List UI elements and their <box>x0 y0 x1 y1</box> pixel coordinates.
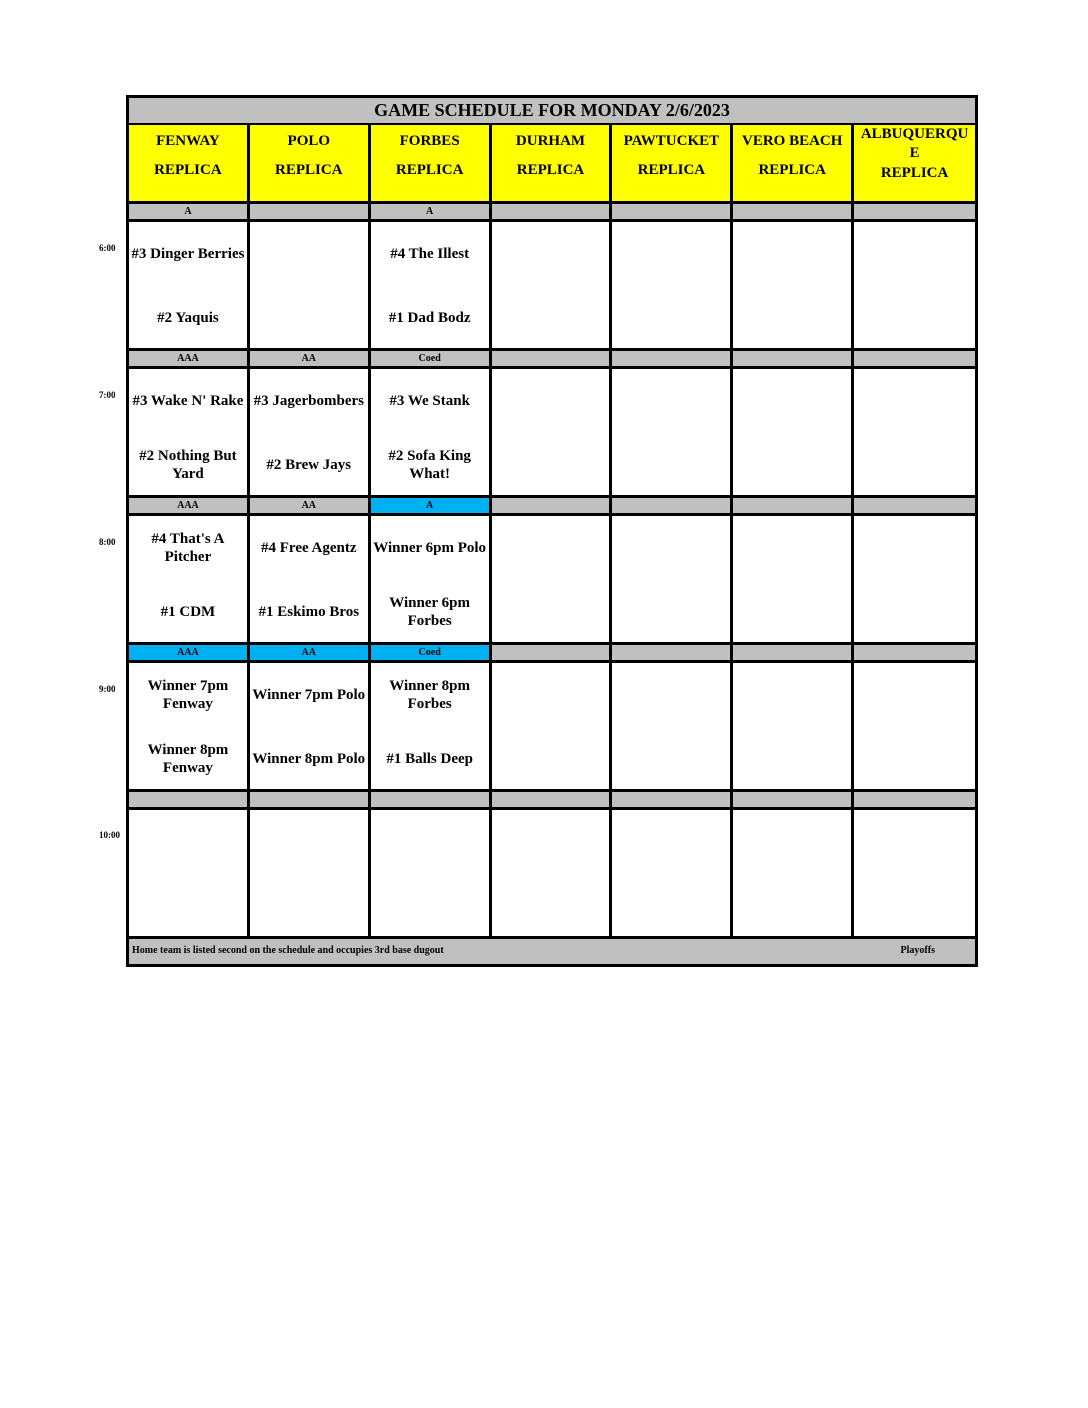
division-label: A <box>371 204 492 219</box>
away-team: #4 The Illest <box>390 246 470 262</box>
away-team <box>733 377 851 425</box>
footer-label: Playoffs <box>900 945 935 956</box>
field-header-albuquerque <box>854 125 975 201</box>
division-label <box>492 498 613 513</box>
home-team: #2 Brew Jays <box>266 457 352 473</box>
division-label: Coed <box>371 351 492 366</box>
home-team <box>854 294 975 342</box>
division-label <box>250 792 371 807</box>
home-team: #2 Nothing But Yard <box>139 448 237 482</box>
home-team <box>492 441 610 489</box>
division-label <box>854 645 975 660</box>
home-team <box>854 735 975 783</box>
home-team <box>371 882 489 930</box>
away-team: #3 Dinger Berries <box>131 246 245 262</box>
division-label <box>612 792 733 807</box>
home-team <box>492 882 610 930</box>
time-slots <box>129 201 975 936</box>
home-team: #1 Eskimo Bros <box>258 604 360 620</box>
home-team <box>612 882 730 930</box>
time-label: 8:00 <box>99 537 116 547</box>
home-team: #1 CDM <box>160 604 216 620</box>
away-team <box>492 671 610 719</box>
away-team <box>854 230 975 278</box>
away-team <box>854 377 975 425</box>
away-team: #3 Jagerbombers <box>253 393 364 409</box>
division-label <box>733 645 854 660</box>
away-team <box>733 524 851 572</box>
field-sub: REPLICA <box>516 162 585 178</box>
game-cell <box>492 516 613 642</box>
away-team: #3 Wake N' Rake <box>132 393 244 409</box>
field-name: VERO BEACH <box>742 133 843 149</box>
division-label <box>492 351 613 366</box>
game-cell <box>854 663 975 789</box>
division-label <box>612 351 733 366</box>
game-cell <box>854 369 975 495</box>
time-label: 7:00 <box>99 390 116 400</box>
division-label <box>733 351 854 366</box>
time-label: 6:00 <box>99 243 116 253</box>
game-cell <box>129 516 250 642</box>
game-cell <box>129 810 250 936</box>
game-cell <box>612 369 733 495</box>
home-team <box>854 882 975 930</box>
home-team: #2 Sofa King What! <box>388 448 471 482</box>
game-cell <box>129 663 250 789</box>
game-cell <box>250 369 371 495</box>
game-cell <box>854 222 975 348</box>
away-team: Winner 6pm Polo <box>373 540 487 556</box>
home-team <box>492 294 610 342</box>
away-team <box>129 818 247 866</box>
division-label <box>250 204 371 219</box>
home-team <box>733 735 851 783</box>
away-team <box>492 230 610 278</box>
field-name: PAWTUCKET <box>623 133 720 149</box>
division-label: Coed <box>371 645 492 660</box>
away-team <box>733 818 851 866</box>
home-team <box>854 441 975 489</box>
division-label: A <box>129 204 250 219</box>
away-team <box>492 818 610 866</box>
away-team <box>250 818 368 866</box>
division-label <box>612 498 733 513</box>
field-sub: REPLICA <box>758 162 826 178</box>
division-label <box>733 498 854 513</box>
away-team <box>612 230 730 278</box>
home-team <box>733 588 851 636</box>
away-team <box>612 524 730 572</box>
away-team <box>612 671 730 719</box>
division-row <box>129 789 975 810</box>
division-label: AA <box>250 351 371 366</box>
field-header-durham <box>492 125 613 201</box>
field-sub: REPLICA <box>880 165 949 181</box>
division-label <box>733 792 854 807</box>
away-team: #4 Free Agentz <box>261 540 357 556</box>
game-cell <box>250 222 371 348</box>
division-label: A <box>371 498 492 513</box>
division-label <box>854 351 975 366</box>
home-team <box>854 588 975 636</box>
field-sub: REPLICA <box>395 162 464 178</box>
away-team <box>250 230 368 278</box>
field-name: FORBES <box>399 133 460 149</box>
division-label: AAA <box>129 645 250 660</box>
home-team <box>733 882 851 930</box>
division-label <box>492 204 613 219</box>
time-label: 10:00 <box>99 830 120 840</box>
division-label <box>612 645 733 660</box>
field-header-row <box>129 125 975 201</box>
time-slot-row <box>129 810 975 936</box>
game-cell <box>492 222 613 348</box>
game-cell <box>371 810 492 936</box>
field-header-fenway <box>129 125 250 201</box>
division-label: AAA <box>129 351 250 366</box>
away-team <box>854 524 975 572</box>
game-cell <box>612 810 733 936</box>
footer-note: Home team is listed second on the schedule and occupies 3rd base dugout <box>132 945 444 956</box>
time-slot-row <box>129 222 975 348</box>
division-label: AA <box>250 498 371 513</box>
home-team: Winner 8pm Fenway <box>147 742 229 776</box>
home-team <box>612 294 730 342</box>
field-sub: REPLICA <box>275 162 343 178</box>
time-label: 9:00 <box>99 684 116 694</box>
away-team <box>854 818 975 866</box>
time-slot-row <box>129 369 975 495</box>
game-cell <box>492 810 613 936</box>
game-cell <box>492 369 613 495</box>
game-cell <box>129 222 250 348</box>
field-name: POLO <box>287 133 331 149</box>
game-cell <box>733 222 854 348</box>
field-header-vero-beach <box>733 125 854 201</box>
away-team: Winner 7pm Fenway <box>147 678 229 712</box>
home-team <box>250 882 368 930</box>
division-row <box>129 495 975 516</box>
schedule-table <box>126 95 978 967</box>
division-label: AAA <box>129 498 250 513</box>
home-team <box>733 294 851 342</box>
division-row <box>129 642 975 663</box>
division-label <box>854 204 975 219</box>
home-team <box>492 735 610 783</box>
game-cell <box>371 516 492 642</box>
away-team <box>371 818 489 866</box>
game-cell <box>854 516 975 642</box>
field-name: FENWAY <box>156 133 220 149</box>
away-team <box>612 377 730 425</box>
game-cell <box>733 369 854 495</box>
game-cell <box>371 369 492 495</box>
home-team: Winner 6pm Forbes <box>389 595 470 629</box>
division-label <box>854 498 975 513</box>
away-team: #3 We Stank <box>389 393 470 409</box>
division-label <box>492 645 613 660</box>
field-name: DURHAM <box>515 133 586 149</box>
away-team <box>612 818 730 866</box>
game-cell <box>129 369 250 495</box>
time-slot-row <box>129 516 975 642</box>
home-team: #1 Dad Bodz <box>388 310 471 326</box>
game-cell <box>733 663 854 789</box>
home-team <box>733 441 851 489</box>
away-team: Winner 7pm Polo <box>252 687 366 703</box>
field-header-forbes <box>371 125 492 201</box>
game-cell <box>371 222 492 348</box>
away-team <box>492 377 610 425</box>
game-cell <box>854 810 975 936</box>
division-label <box>733 204 854 219</box>
game-cell <box>733 516 854 642</box>
division-label <box>129 792 250 807</box>
away-team <box>733 671 851 719</box>
schedule-title: GAME SCHEDULE FOR MONDAY 2/6/2023 <box>129 98 975 125</box>
time-slot-row <box>129 663 975 789</box>
division-row <box>129 201 975 222</box>
game-cell <box>612 663 733 789</box>
division-row <box>129 348 975 369</box>
away-team: Winner 8pm Forbes <box>389 678 470 712</box>
field-sub: REPLICA <box>154 162 222 178</box>
home-team: #2 Yaquis <box>157 310 219 326</box>
game-cell <box>733 810 854 936</box>
game-cell <box>612 516 733 642</box>
game-cell <box>492 663 613 789</box>
away-team <box>492 524 610 572</box>
division-label: AA <box>250 645 371 660</box>
field-sub: REPLICA <box>637 162 706 178</box>
division-label <box>492 792 613 807</box>
division-label <box>854 792 975 807</box>
away-team <box>733 230 851 278</box>
game-cell <box>250 516 371 642</box>
field-header-polo <box>250 125 371 201</box>
field-header-pawtucket <box>612 125 733 201</box>
home-team <box>250 294 368 342</box>
home-team <box>129 882 247 930</box>
home-team: Winner 8pm Polo <box>252 751 366 767</box>
home-team: #1 Balls Deep <box>386 751 473 767</box>
footer-bar <box>129 936 975 964</box>
away-team <box>854 671 975 719</box>
home-team <box>612 441 730 489</box>
home-team <box>492 588 610 636</box>
division-label <box>612 204 733 219</box>
game-cell <box>371 663 492 789</box>
home-team <box>612 735 730 783</box>
field-name: ALBUQUERQU E <box>860 126 969 161</box>
game-cell <box>612 222 733 348</box>
game-cell <box>250 663 371 789</box>
game-cell <box>250 810 371 936</box>
division-label <box>371 792 492 807</box>
home-team <box>612 588 730 636</box>
away-team: #4 That's A Pitcher <box>151 531 225 565</box>
